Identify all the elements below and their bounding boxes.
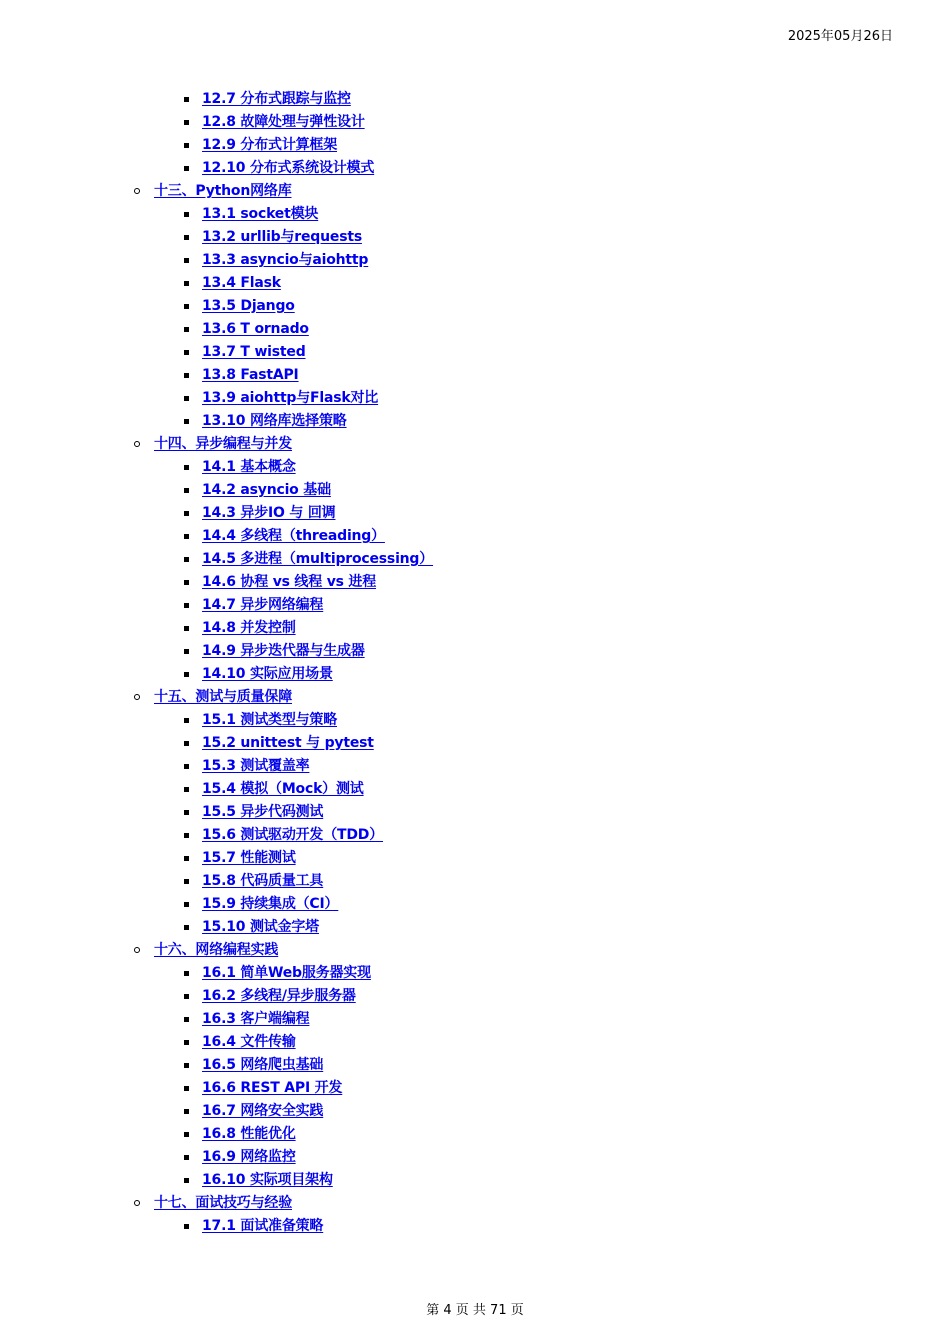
square-bullet-icon bbox=[184, 258, 189, 263]
toc-link[interactable]: 14.6 协程 vs 线程 vs 进程 bbox=[202, 574, 377, 590]
square-bullet-icon bbox=[184, 971, 189, 976]
toc-link[interactable]: 14.3 异步IO 与 回调 bbox=[202, 505, 336, 521]
toc-link[interactable]: 15.5 异步代码测试 bbox=[202, 804, 324, 820]
square-bullet-icon bbox=[184, 994, 189, 999]
square-bullet-icon bbox=[184, 373, 189, 378]
square-bullet-icon bbox=[184, 1155, 189, 1160]
square-bullet-icon bbox=[184, 97, 189, 102]
toc-section-item bbox=[0, 180, 950, 203]
toc-subsection-item bbox=[0, 916, 950, 939]
square-bullet-icon bbox=[184, 327, 189, 332]
square-bullet-icon bbox=[184, 856, 189, 861]
toc-subsection-item bbox=[0, 1054, 950, 1077]
square-bullet-icon bbox=[184, 718, 189, 723]
toc-link[interactable]: 13.1 socket模块 bbox=[202, 206, 319, 222]
toc-link[interactable]: 14.7 异步网络编程 bbox=[202, 597, 324, 613]
circle-bullet-icon bbox=[134, 441, 140, 447]
toc-subsection-item bbox=[0, 663, 950, 686]
square-bullet-icon bbox=[184, 764, 189, 769]
toc-subsection-item bbox=[0, 1169, 950, 1192]
square-bullet-icon bbox=[184, 626, 189, 631]
toc-link[interactable]: 16.5 网络爬虫基础 bbox=[202, 1057, 324, 1073]
square-bullet-icon bbox=[184, 902, 189, 907]
square-bullet-icon bbox=[184, 580, 189, 585]
toc-subsection-item bbox=[0, 479, 950, 502]
toc-subsection-item bbox=[0, 1031, 950, 1054]
toc-subsection-item bbox=[0, 847, 950, 870]
circle-bullet-icon bbox=[134, 694, 140, 700]
toc-link[interactable]: 13.6 T ornado bbox=[202, 321, 309, 337]
toc-subsection-item bbox=[0, 709, 950, 732]
toc-subsection-item bbox=[0, 341, 950, 364]
square-bullet-icon bbox=[184, 304, 189, 309]
toc-subsection-item bbox=[0, 134, 950, 157]
toc-subsection-item bbox=[0, 1077, 950, 1100]
page-number: 第 4 页 共 71 页 bbox=[426, 1303, 524, 1318]
toc-link[interactable]: 15.3 测试覆盖率 bbox=[202, 758, 310, 774]
square-bullet-icon bbox=[184, 810, 189, 815]
square-bullet-icon bbox=[184, 1224, 189, 1229]
square-bullet-icon bbox=[184, 350, 189, 355]
toc-link[interactable]: 16.8 性能优化 bbox=[202, 1126, 296, 1142]
toc-link[interactable]: 13.2 urllib与requests bbox=[202, 229, 362, 245]
square-bullet-icon bbox=[184, 1040, 189, 1045]
circle-bullet-icon bbox=[134, 188, 140, 194]
square-bullet-icon bbox=[184, 925, 189, 930]
toc-subsection-item bbox=[0, 249, 950, 272]
toc-link[interactable]: 15.2 unittest 与 pytest bbox=[202, 735, 374, 751]
toc-link[interactable]: 十三、Python网络库 bbox=[154, 183, 292, 199]
square-bullet-icon bbox=[184, 488, 189, 493]
toc-link[interactable]: 13.4 Flask bbox=[202, 275, 281, 291]
toc-link[interactable]: 15.6 测试驱动开发（TDD） bbox=[202, 827, 384, 843]
toc-link[interactable]: 14.2 asyncio 基础 bbox=[202, 482, 331, 498]
toc-link[interactable]: 12.9 分布式计算框架 bbox=[202, 137, 338, 153]
toc-subsection-item bbox=[0, 157, 950, 180]
toc-link[interactable]: 16.4 文件传输 bbox=[202, 1034, 296, 1050]
toc-subsection-item bbox=[0, 1215, 950, 1238]
square-bullet-icon bbox=[184, 1109, 189, 1114]
toc-link[interactable]: 十六、网络编程实践 bbox=[154, 942, 279, 958]
toc-subsection-item bbox=[0, 594, 950, 617]
toc-section-item bbox=[0, 433, 950, 456]
toc-link[interactable]: 14.4 多线程（threading） bbox=[202, 528, 385, 544]
toc-link[interactable]: 15.9 持续集成（CI） bbox=[202, 896, 339, 912]
toc-link[interactable]: 十四、异步编程与并发 bbox=[154, 436, 292, 452]
toc-subsection-item bbox=[0, 111, 950, 134]
toc-link[interactable]: 15.8 代码质量工具 bbox=[202, 873, 324, 889]
toc-link[interactable]: 16.7 网络安全实践 bbox=[202, 1103, 324, 1119]
toc-section-item bbox=[0, 1192, 950, 1215]
toc-link[interactable]: 12.8 故障处理与弹性设计 bbox=[202, 114, 365, 130]
toc-section-item bbox=[0, 939, 950, 962]
toc-subsection-item bbox=[0, 732, 950, 755]
toc-link[interactable]: 13.8 FastAPI bbox=[202, 367, 299, 383]
toc-link[interactable]: 17.1 面试准备策略 bbox=[202, 1218, 324, 1234]
toc-link[interactable]: 15.10 测试金字塔 bbox=[202, 919, 319, 935]
toc-link[interactable]: 13.5 Django bbox=[202, 298, 295, 314]
square-bullet-icon bbox=[184, 465, 189, 470]
square-bullet-icon bbox=[184, 511, 189, 516]
toc-subsection-item bbox=[0, 1100, 950, 1123]
toc-subsection-item bbox=[0, 226, 950, 249]
toc-subsection-item bbox=[0, 502, 950, 525]
square-bullet-icon bbox=[184, 143, 189, 148]
toc-subsection-item bbox=[0, 387, 950, 410]
toc-link[interactable]: 十七、面试技巧与经验 bbox=[154, 1195, 292, 1211]
square-bullet-icon bbox=[184, 212, 189, 217]
toc-subsection-item bbox=[0, 778, 950, 801]
toc-subsection-item bbox=[0, 525, 950, 548]
square-bullet-icon bbox=[184, 1063, 189, 1068]
toc-link[interactable]: 14.5 多进程（multiprocessing） bbox=[202, 551, 434, 567]
toc-link[interactable]: 12.7 分布式跟踪与监控 bbox=[202, 91, 351, 107]
toc-link[interactable]: 16.9 网络监控 bbox=[202, 1149, 296, 1165]
square-bullet-icon bbox=[184, 649, 189, 654]
toc-link[interactable]: 16.10 实际项目架构 bbox=[202, 1172, 333, 1188]
toc-link[interactable]: 14.10 实际应用场景 bbox=[202, 666, 333, 682]
toc-subsection-item bbox=[0, 962, 950, 985]
toc-link[interactable]: 14.1 基本概念 bbox=[202, 459, 296, 475]
square-bullet-icon bbox=[184, 557, 189, 562]
toc-subsection-item bbox=[0, 617, 950, 640]
toc-link[interactable]: 13.3 asyncio与aiohttp bbox=[202, 252, 369, 268]
square-bullet-icon bbox=[184, 741, 189, 746]
toc-subsection-item bbox=[0, 893, 950, 916]
toc-link[interactable]: 16.1 简单Web服务器实现 bbox=[202, 965, 371, 981]
toc-subsection-item bbox=[0, 203, 950, 226]
toc-subsection-item bbox=[0, 456, 950, 479]
square-bullet-icon bbox=[184, 833, 189, 838]
toc-link[interactable]: 15.1 测试类型与策略 bbox=[202, 712, 338, 728]
toc-subsection-item bbox=[0, 755, 950, 778]
toc-subsection-item bbox=[0, 364, 950, 387]
toc-subsection-item bbox=[0, 1123, 950, 1146]
toc-section-item bbox=[0, 686, 950, 709]
square-bullet-icon bbox=[184, 603, 189, 608]
toc-subsection-item bbox=[0, 985, 950, 1008]
toc-subsection-item bbox=[0, 272, 950, 295]
header-date: 2025年05月26日 bbox=[787, 29, 893, 44]
toc-link[interactable]: 14.9 异步迭代器与生成器 bbox=[202, 643, 365, 659]
square-bullet-icon bbox=[184, 1178, 189, 1183]
toc-subsection-item bbox=[0, 410, 950, 433]
square-bullet-icon bbox=[184, 235, 189, 240]
toc-subsection-item bbox=[0, 88, 950, 111]
toc-link[interactable]: 13.9 aiohttp与Flask对比 bbox=[202, 390, 379, 406]
toc-link[interactable]: 13.7 T wisted bbox=[202, 344, 306, 360]
toc-link[interactable]: 16.2 多线程/异步服务器 bbox=[202, 988, 356, 1004]
toc-subsection-item bbox=[0, 295, 950, 318]
toc-link[interactable]: 14.8 并发控制 bbox=[202, 620, 296, 636]
toc-subsection-item bbox=[0, 1146, 950, 1169]
square-bullet-icon bbox=[184, 879, 189, 884]
square-bullet-icon bbox=[184, 396, 189, 401]
toc-subsection-item bbox=[0, 571, 950, 594]
square-bullet-icon bbox=[184, 787, 189, 792]
square-bullet-icon bbox=[184, 419, 189, 424]
toc-link[interactable]: 16.3 客户端编程 bbox=[202, 1011, 310, 1027]
square-bullet-icon bbox=[184, 1132, 189, 1137]
square-bullet-icon bbox=[184, 534, 189, 539]
toc-link[interactable]: 15.4 模拟（Mock）测试 bbox=[202, 781, 364, 797]
toc-link[interactable]: 13.10 网络库选择策略 bbox=[202, 413, 347, 429]
square-bullet-icon bbox=[184, 166, 189, 171]
circle-bullet-icon bbox=[134, 947, 140, 953]
table-of-contents bbox=[0, 88, 950, 1238]
square-bullet-icon bbox=[184, 1086, 189, 1091]
toc-subsection-item bbox=[0, 318, 950, 341]
circle-bullet-icon bbox=[134, 1200, 140, 1206]
toc-link[interactable]: 16.6 REST API 开发 bbox=[202, 1080, 343, 1096]
toc-subsection-item bbox=[0, 1008, 950, 1031]
toc-link[interactable]: 15.7 性能测试 bbox=[202, 850, 296, 866]
square-bullet-icon bbox=[184, 672, 189, 677]
square-bullet-icon bbox=[184, 281, 189, 286]
toc-subsection-item bbox=[0, 640, 950, 663]
square-bullet-icon bbox=[184, 1017, 189, 1022]
toc-subsection-item bbox=[0, 801, 950, 824]
toc-link[interactable]: 12.10 分布式系统设计模式 bbox=[202, 160, 375, 176]
square-bullet-icon bbox=[184, 120, 189, 125]
toc-link[interactable]: 十五、测试与质量保障 bbox=[154, 689, 292, 705]
toc-subsection-item bbox=[0, 824, 950, 847]
toc-subsection-item bbox=[0, 548, 950, 571]
toc-subsection-item bbox=[0, 870, 950, 893]
